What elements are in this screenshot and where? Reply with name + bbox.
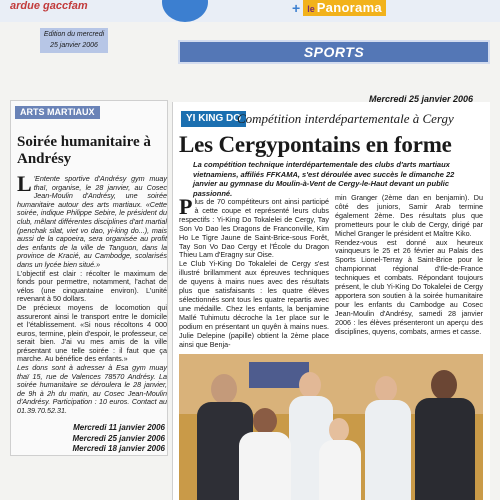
left-paragraph-2: L'objectif est clair : récolter le maximum de fonds pour permettre, notamment, l'achat de vélos (une cinquantaine environ). L'unité revenant à 50 dollars. bbox=[17, 268, 167, 304]
left-paragraph-1: 'Entente sportive d'Andrésy gym muay thaï, organise, le 28 janvier, au Cosec Jean-Moulin d'Andrésy, une soirée humanitaire autour des arts martiaux. «Cette soirée, indique Philippe Sebire, le président du club, mêlant différentes disciplines d'art martial (penchak silat, viet vo dao, yi-king do...), mais aussi de la capoeira, sera organisée au profit des enfants de la ville de Tanguon, dans la province de Kracié, au Cambodge, scolarisés dans un lycée bien situé.» bbox=[17, 174, 167, 269]
yi-king-do-tag: YI KING DO bbox=[181, 111, 246, 127]
left-paragraph-4: Les dons sont à adresser à Esa gym muay thaï 15, rue de Valences 78570 Andrésy. La soirée humanitaire se déroulera le 28 janvier, de 9h à 2h du matin, au Cosec Jean-Moulin d'Andrésy. Participation : 10 euros. Contact au 01.39.70.52.31. bbox=[17, 363, 167, 416]
main-article-date: Mercredi 25 janvier 2006 bbox=[369, 94, 474, 104]
masthead-strip bbox=[0, 0, 500, 22]
main-article-headline: Les Cergypontains en forme bbox=[179, 132, 452, 157]
left-dates bbox=[61, 423, 165, 455]
left-article-body bbox=[17, 171, 167, 416]
panorama-badge bbox=[303, 0, 386, 16]
panorama-name: Panorama bbox=[316, 0, 382, 15]
panorama-logo bbox=[292, 0, 386, 16]
masthead-left-text: ardue gaccfam bbox=[10, 0, 88, 12]
edition-line-1: Edition du mercredi bbox=[43, 31, 105, 38]
edition-line-2: 25 janvier 2006 bbox=[50, 42, 98, 49]
team-photo bbox=[179, 354, 483, 500]
main-article-column-2 bbox=[335, 194, 483, 337]
main-article-kicker: Compétition interdépartementale à Cergy bbox=[237, 111, 454, 126]
main-article-chapo: La compétition technique interdépartementale des clubs d'arts martiaux vietnamiens, affiliés FFKAMA, s'est déroulée avec succès le dimanche 22 janvier au gymnase du Moulin-à-Vent de Cergy-le-Haut devant un public passionné. bbox=[193, 160, 455, 198]
main-col1-paragraph-1: lus de 70 compétiteurs ont ainsi participé à cette coupe et représenté leurs clubs respectifs : Yi-King Do Tokalelei de Cergy, Tay Son Vo Dao les Dragons de Franconville, Kim Ho Le Tigre Jaune de Saint-Brice-sous Forêt, Tay Son Vo Dao Cergy et l'École du Dragon Thieu Lam d'Eragny sur Oise. bbox=[179, 197, 329, 260]
left-article bbox=[10, 100, 168, 456]
left-dropcap: L bbox=[17, 171, 32, 196]
left-paragraph-3: De précieux moyens de locomotion qui assureront ainsi le transport entre le domicile et l'établissement. «Si nous récoltons 4 000 euros, termine, plein d'espoir, le professeur, ce serait bien. J'ai vu mes amis de la ville présentant une telle soirée : il faut que ça marche. Au bénéfice des enfants.» bbox=[17, 302, 167, 364]
main-col2-paragraph-2: Rendez-vous est donné aux heureux vainqueurs le 25 et 26 février au Palais des Sports Lionel-Terray à Saint-Brice pour le championnat régional d'Ile-de-France techniques et combats. Répondant toujours présent, le club Yi-King Do Tokalelei de Cergy apportera son soutien à la soirée humanitaire pour les enfants du Cambodge au Cosec Jean-Moulin d'Andrésy, samedi 28 janvier 2006 : les élèves présenteront un aperçu des disciplines, quyens, combats, armes et casse. bbox=[335, 237, 483, 336]
plus-sign: + bbox=[292, 0, 301, 16]
left-article-title: Soirée humanitaire à Andrésy bbox=[17, 134, 151, 167]
left-date-1: Mercredi 11 janvier 2006 bbox=[73, 423, 165, 432]
main-dropcap: P bbox=[179, 194, 193, 219]
arts-martiaux-tag: ARTS MARTIAUX bbox=[15, 106, 100, 119]
left-date-2: Mercredi 25 janvier 2006 bbox=[72, 433, 165, 443]
panorama-le: le bbox=[307, 4, 315, 14]
main-article bbox=[172, 94, 490, 500]
main-col2-paragraph-1: min Granger (2ème dan en benjamin). Du côté des juniors, Samir Arab termine également 2ème. Des résultats plus que prometteurs pour le club de Cergy, dirigé par Michel Granger le président et Maître Kiko. bbox=[335, 193, 483, 238]
edition-label bbox=[40, 28, 108, 53]
sports-section-bar bbox=[178, 40, 490, 64]
main-col1-paragraph-2: Le Club Yi-King Do Tokalelei de Cergy s'est illustré brillamment aux épreuves techniques de quyens à mains nues avec des résultats plus que satisfaisants : les quatre élèves sélectionnés sont tous les quatre repartis avec une médaille. Chez les enfants, la benjamine Maïlé Tuhimutu décroche la 1er place sur le podium en présentant un quyên à mains nues. Julie Delepine (papille) obtient la 2ème place ainsi que Benja- bbox=[179, 259, 329, 349]
sports-label: SPORTS bbox=[303, 44, 365, 60]
blue-logo-disc bbox=[162, 0, 208, 22]
main-article-column-1 bbox=[179, 194, 329, 349]
left-date-3: Mercredi 18 janvier 2006 bbox=[72, 444, 165, 453]
